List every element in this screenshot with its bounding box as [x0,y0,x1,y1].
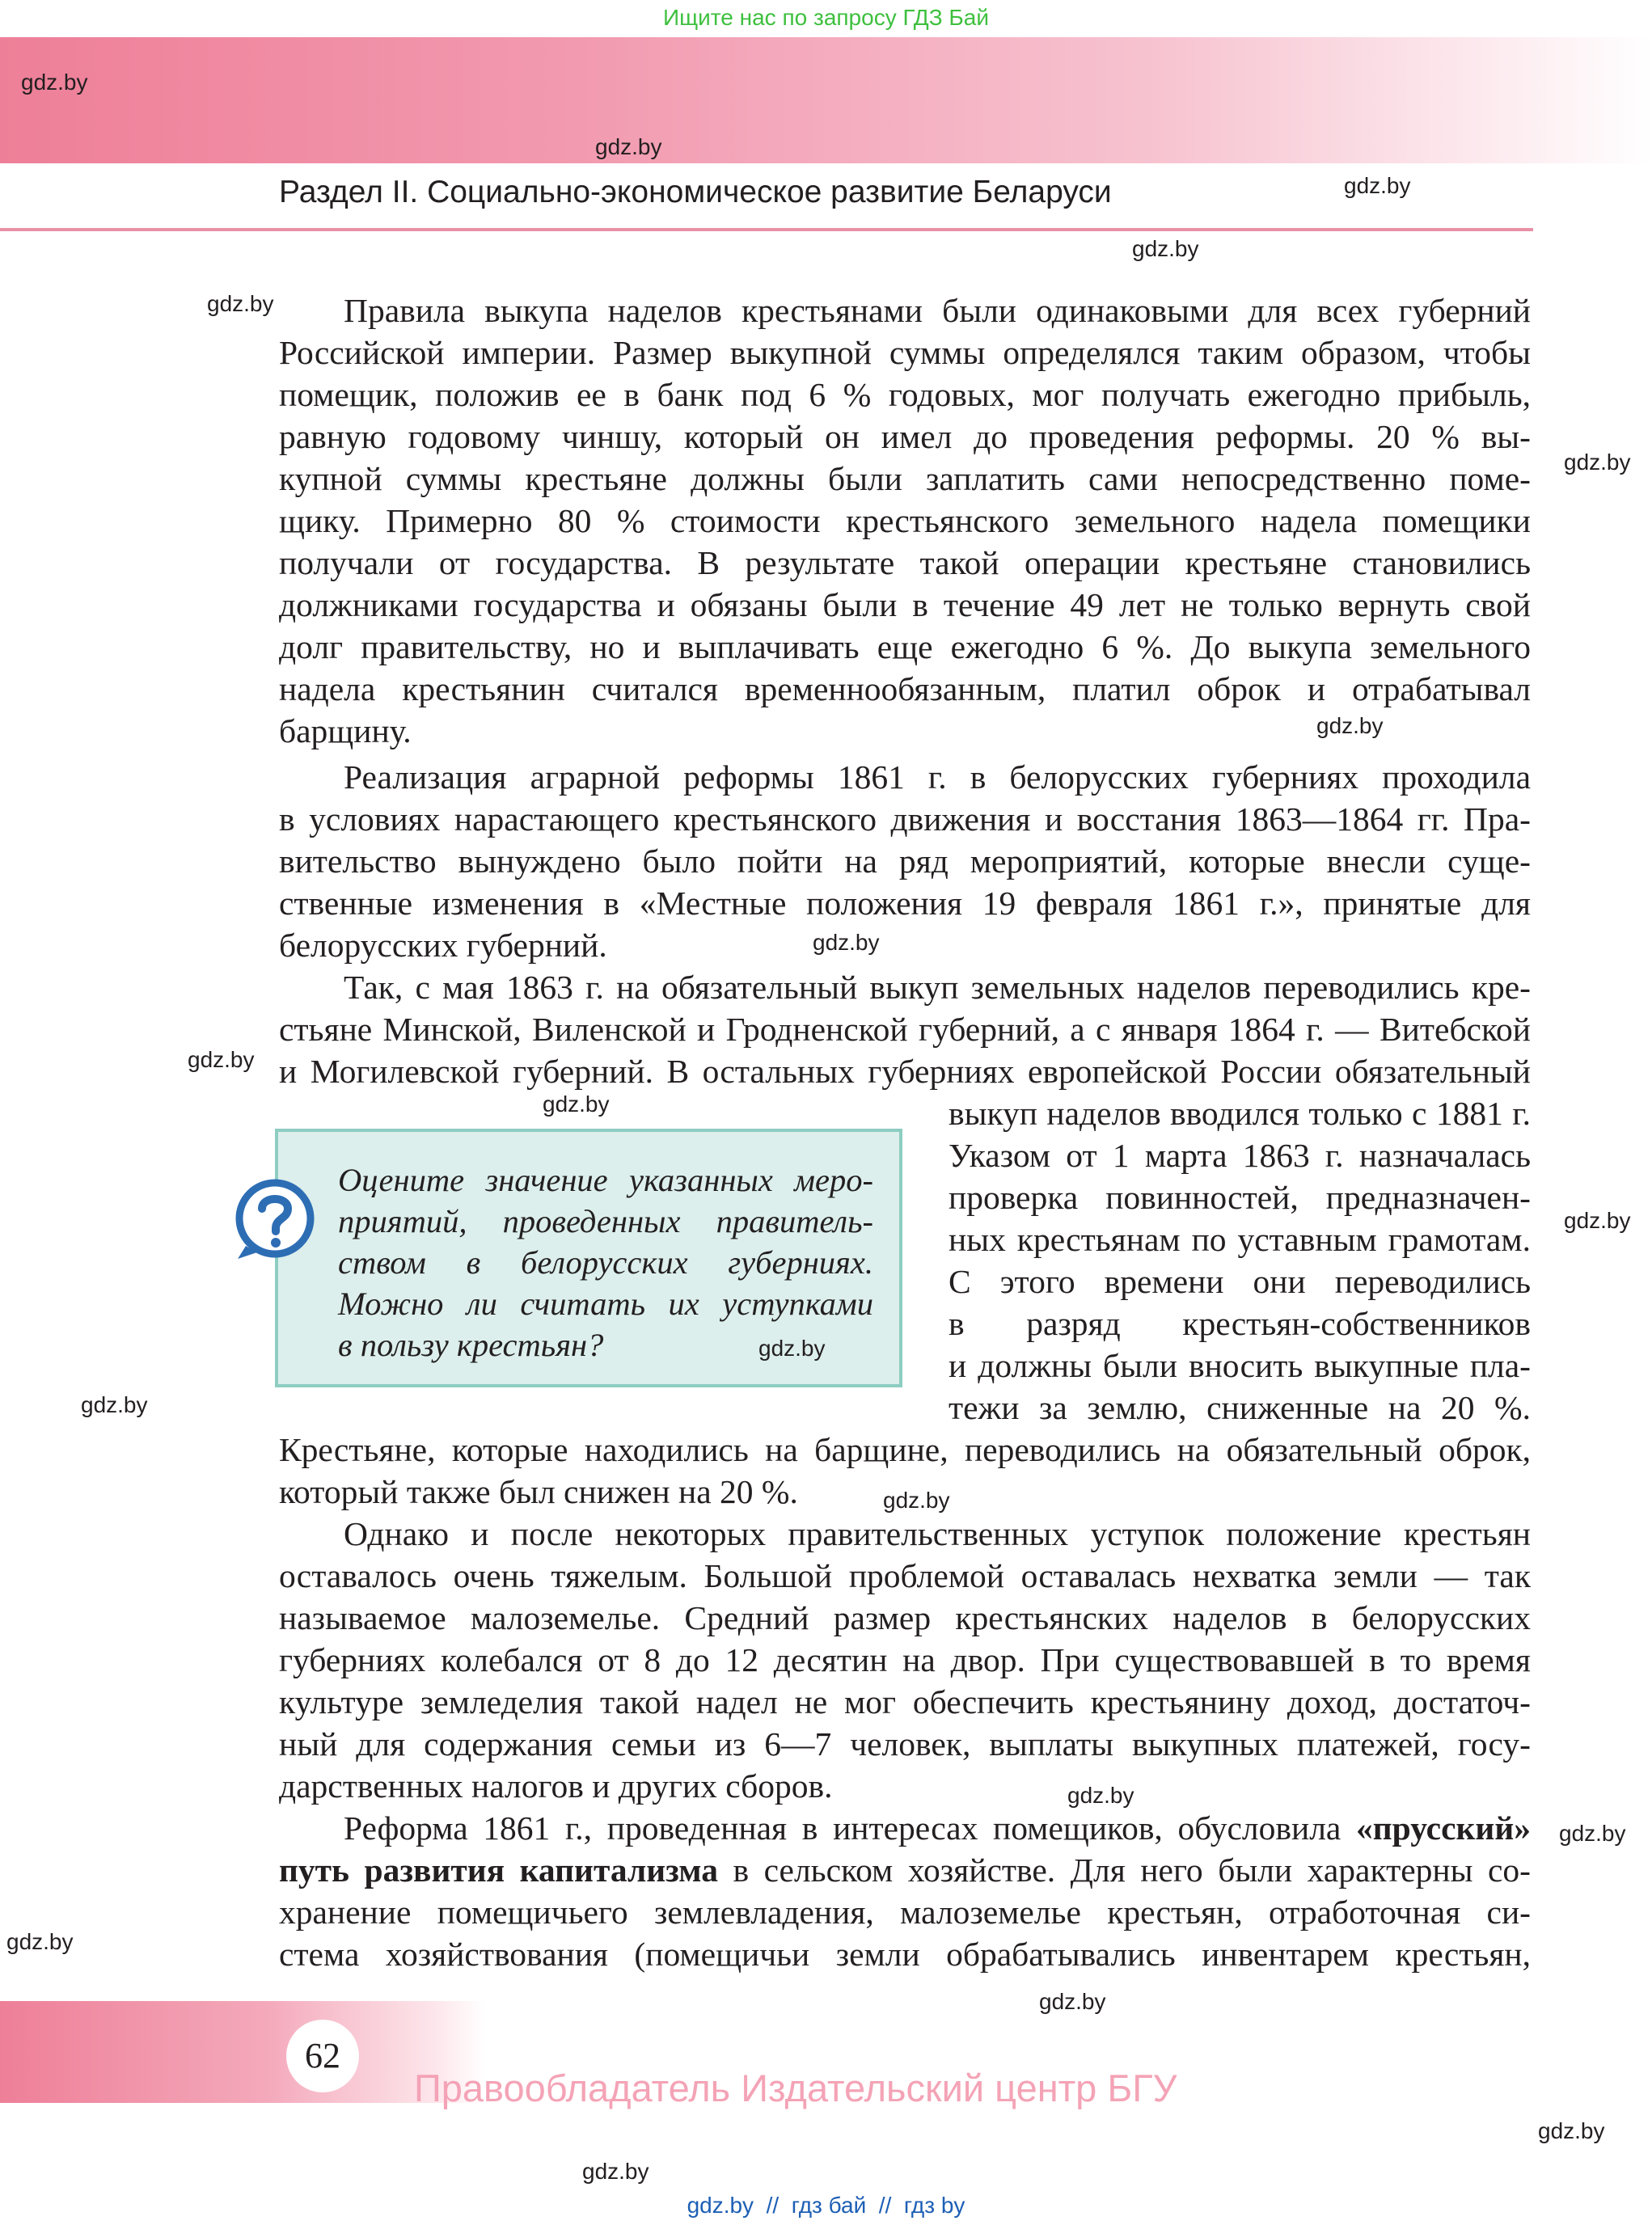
watermark: gdz.by [1564,450,1631,475]
watermark: gdz.by [207,291,274,316]
text-line: белорусских губерний. [279,927,607,964]
text-line: в условиях нарастающего крестьянского движения и восстания 1863—1864 гг. Пра- [279,800,1531,838]
text-line: и должны были вносить выкупные пла- [949,1347,1531,1384]
question-line: ством в белорусских губерниях. [338,1244,873,1281]
question-line: Можно ли считать их уступками [338,1286,873,1322]
text-line: вительство вынуждено было пойти на ряд мероприятий, которые внесли суще- [279,842,1531,880]
watermark: gdz.by [758,1336,826,1361]
header-rule [0,228,1533,231]
question-line: в пользу крестьян? [338,1327,604,1363]
text-line: надела крестьянин считался временнообязанным, платил оброк и отрабатывал [279,670,1531,707]
text-line: Однако и после некоторых правительственных уступок положение крестьян [344,1515,1531,1552]
paragraph-4 [279,1513,1531,1807]
watermark: gdz.by [1067,1783,1134,1808]
watermark: gdz.by [188,1047,255,1072]
watermark: gdz.by [1344,173,1411,198]
watermark: gdz.by [81,1392,148,1417]
paragraph-3 [279,966,1531,1092]
watermark: gdz.by [1132,236,1199,261]
text-line: долг правительству, но и выплачивать еще ежегодно 6 %. До выкупа земельного [279,628,1531,665]
text-line: ных крестьянам по уставным грамотам. [949,1221,1531,1258]
text-line: Указом от 1 марта 1863 г. назначалась [949,1137,1531,1174]
footer-band [0,2001,485,2103]
text-line: хранение помещичьего землевладения, малоземелье крестьян, отработочная си- [279,1894,1531,1931]
text-line: стема хозяйствования (помещичьи земли обрабатывались инвентарем крестьян, [279,1936,1531,1973]
question-line: приятий, проведенных правитель- [338,1203,873,1239]
text-line: который также был снижен на 20 %. [279,1473,798,1510]
text-line: в разряд крестьян-собственников [949,1305,1531,1342]
bold-term: путь развития капитализма [279,1851,718,1889]
text-line: равную годовому чиншу, который он имел до проведения реформы. 20 % вы- [279,418,1531,455]
text-line: оставалось очень тяжелым. Большой проблемой оставалась нехватка земли — так [279,1557,1531,1594]
bold-term: «прусский» [1356,1809,1531,1847]
text-line: помещик, положив ее в банк под 6 % годовых, мог получать ежегодно прибыль, [279,376,1531,413]
question-line: Оцените значение указанных меро- [338,1162,873,1198]
text-line: выкуп наделов вводился только с 1881 г. [949,1095,1531,1132]
text-line: С этого времени они переводились [949,1263,1531,1300]
page-number: 62 [286,2020,359,2092]
watermark: gdz.by [1039,1989,1106,2014]
text-line: щику. Примерно 80 % стоимости крестьянского земельного надела помещики [279,502,1531,539]
text-line: тежи за землю, сниженные на 20 %. [949,1389,1531,1426]
watermark: gdz.by [595,134,662,159]
watermark: gdz.by [813,930,880,955]
text-line: купной суммы крестьяне должны были заплатить сами непосредственно поме- [279,460,1531,497]
question-text [338,1159,873,1366]
text-line [279,1849,1531,1891]
paragraph-1 [279,289,1531,752]
bottom-links[interactable]: gdz.by // гдз бай // гдз by [687,2193,965,2218]
top-search-banner[interactable]: Ищите нас по запросу ГДЗ Бай [662,5,990,30]
header-band [0,37,1652,163]
watermark: gdz.by [21,70,88,95]
text-line: барщину. [279,712,412,749]
text-line: Реализация аграрной реформы 1861 г. в белорусских губерниях проходила [344,758,1531,796]
text-line: ный для содержания семьи из 6—7 человек, выплаты выкупных платежей, госу- [279,1725,1531,1763]
watermark: gdz.by [1538,2118,1605,2143]
watermark: gdz.by [582,2159,649,2184]
text-run: в сельском хозяйстве. Для него были характерны со- [717,1851,1531,1889]
text-line [279,1807,1531,1849]
watermark: gdz.by [6,1929,74,1954]
paragraph-5 [279,1807,1531,1975]
text-line: Крестьяне, которые находились на барщине, переводились на обязательный оброк, [279,1431,1531,1468]
text-line: и Могилевской губерний. В остальных губерниях европейской России обязательный [279,1053,1531,1090]
text-line: должниками государства и обязаны были в течение 49 лет не только вернуть свой [279,586,1531,623]
question-icon [233,1176,317,1260]
text-line: стьяне Минской, Виленской и Гродненской губерний, а с января 1864 г. — Витебской [279,1011,1531,1048]
paragraph-2 [279,756,1531,966]
text-line: ственные изменения в «Местные положения 19 февраля 1861 г.», принятые для [279,885,1531,922]
text-line: Правила выкупа наделов крестьянами были одинаковыми для всех губерний [344,292,1531,329]
watermark: gdz.by [1316,713,1384,738]
section-title: Раздел II. Социально-экономическое развитие Беларуси [279,175,1112,209]
rights-holder: Правообладатель Издательский центр БГУ [414,2067,1177,2109]
text-line: дарственных налогов и других сборов. [279,1767,833,1805]
text-line: получали от государства. В результате такой операции крестьяне становились [279,544,1531,581]
watermark: gdz.by [543,1091,610,1117]
text-line: губерниях колебался от 8 до 12 десятин на двор. При существовавшей в то время [279,1641,1531,1678]
watermark: gdz.by [1559,1821,1626,1846]
text-line: называемое малоземелье. Средний размер крестьянских наделов в белорусских [279,1599,1531,1636]
text-line: Российской империи. Размер выкупной суммы определялся таким образом, чтобы [279,334,1531,371]
text-line: проверка повинностей, предназначен- [949,1179,1531,1216]
watermark: gdz.by [1564,1208,1631,1233]
watermark: gdz.by [883,1488,950,1513]
paragraph-3-narrow [949,1092,1531,1429]
text-run: Реформа 1861 г., проведенная в интересах помещиков, обусловила [344,1809,1356,1847]
text-line: Так, с мая 1863 г. на обязательный выкуп земельных наделов переводились кре- [344,969,1531,1006]
text-line: культуре земледелия такой надел не мог обеспечить крестьянину доход, достаточ- [279,1683,1531,1720]
